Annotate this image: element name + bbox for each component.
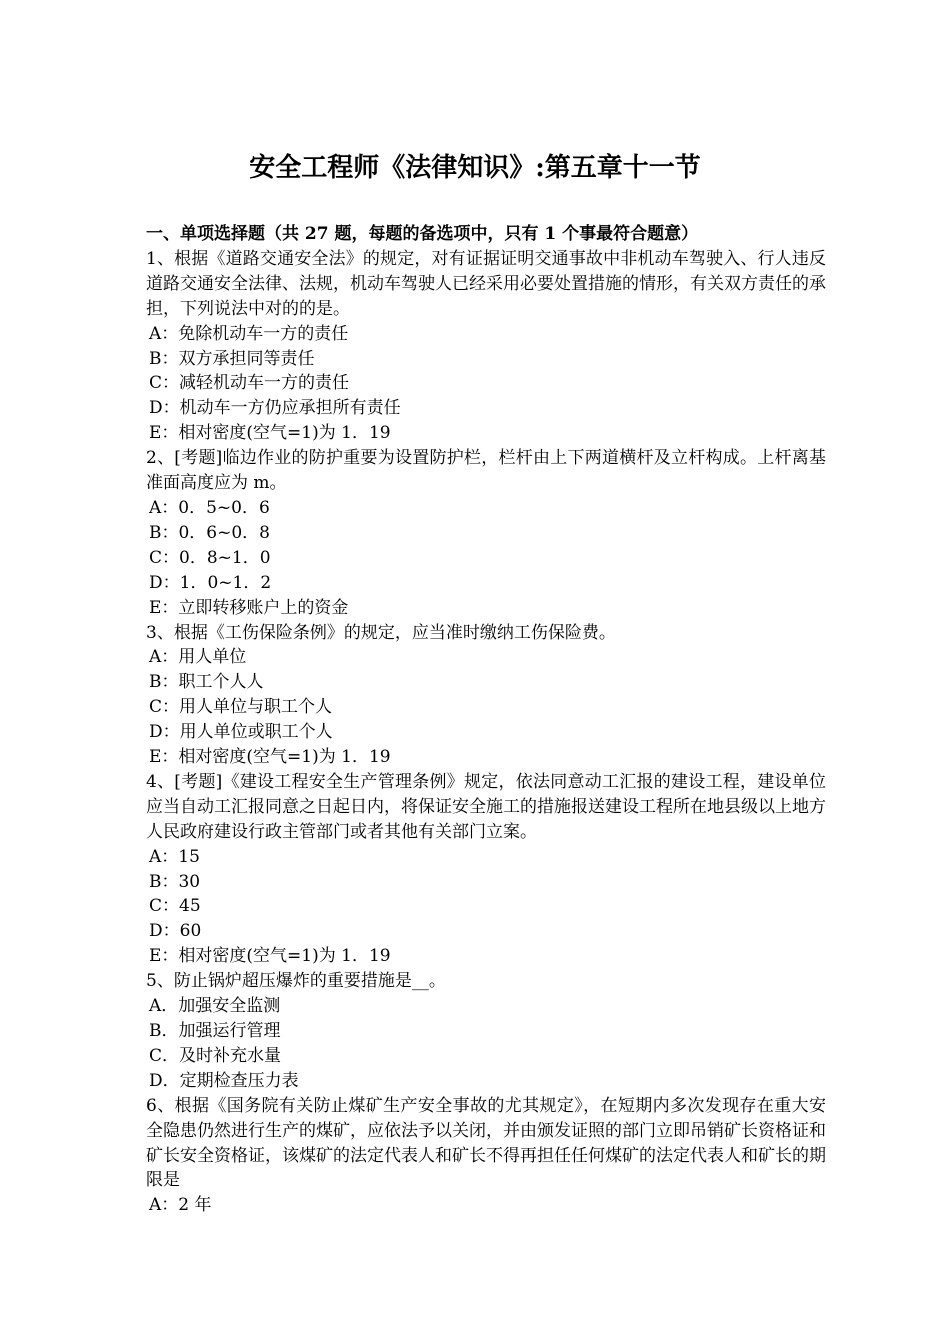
option-c: C：用人单位与职工个人 xyxy=(149,697,333,718)
question-2 xyxy=(146,446,826,620)
option-a: A：2 年 xyxy=(149,1195,212,1216)
option-c: C．及时补充水量 xyxy=(149,1045,282,1066)
option-b: B．加强运行管理 xyxy=(149,1021,281,1041)
option-e: E：相对密度(空气=1)为 1．19 xyxy=(149,946,391,967)
option-e: E：立即转移账户上的资金 xyxy=(149,597,349,618)
option-b: B：职工个人人 xyxy=(149,672,264,693)
option-d: D：1．0~1．2 xyxy=(149,572,272,593)
question-text: 1、根据《道路交通安全法》的规定，对有证据证明交通事故中非机动车驾驶入、行人违反道路交通安全法律、法规，机动车驾驶人已经采用必要处置措施的情形，有关双方责任的承担，下列说法中对的的是。 xyxy=(146,248,826,319)
option-b: B：0．6~0．8 xyxy=(149,522,271,543)
option-c: C：0．8~1．0 xyxy=(149,547,271,568)
option-a: A：用人单位 xyxy=(149,647,247,668)
option-b: B：双方承担同等责任 xyxy=(149,348,315,369)
question-1 xyxy=(146,247,826,446)
option-e: E：相对密度(空气=1)为 1．19 xyxy=(149,747,391,768)
question-5 xyxy=(146,969,826,1094)
question-text: 4、[考题]《建设工程安全生产管理条例》规定，依法同意动工汇报的建设工程，建设单位应当自动工汇报同意之日起日内，将保证安全施工的措施报送建设工程所在地县级以上地方人民政府建设行政主管部门或者其他有关部门立案。 xyxy=(146,771,826,842)
option-d: D：用人单位或职工个人 xyxy=(149,722,333,743)
option-b: B：30 xyxy=(149,871,201,892)
question-6 xyxy=(146,1094,826,1219)
section-heading: 一、单项选择题（共 27 题，每题的备选项中，只有 1 个事最符合题意） xyxy=(146,224,699,244)
option-a: A．加强安全监测 xyxy=(149,996,281,1017)
document-body xyxy=(146,222,826,1218)
question-text: 3、根据《工伤保险条例》的规定，应当准时缴纳工伤保险费。 xyxy=(146,622,616,643)
option-c: C：减轻机动车一方的责任 xyxy=(149,373,350,394)
question-text: 2、[考题]临边作业的防护重要为设置防护栏，栏杆由上下两道横杆及立杆构成。上杆离基准面高度应为 m。 xyxy=(146,448,826,494)
question-text: 5、防止锅炉超压爆炸的重要措施是__。 xyxy=(146,971,446,992)
option-c: C：45 xyxy=(149,896,201,917)
option-a: A：0．5~0．6 xyxy=(149,497,270,518)
question-text: 6、根据《国务院有关防止煤矿生产安全事故的尤其规定》，在短期内多次发现存在重大安全隐患仍然进行生产的煤矿，应依法予以关闭，并由颁发证照的部门立即吊销矿长资格证和矿长安全资格证，该煤矿的法定代表人和矿长不得再担任任何煤矿的法定代表人和矿长的期限是 xyxy=(146,1095,826,1191)
option-e: E：相对密度(空气=1)为 1．19 xyxy=(149,423,391,444)
document-title: 安全工程师《法律知识》:第五章十一节 xyxy=(249,153,701,183)
option-d: D：机动车一方仍应承担所有责任 xyxy=(149,398,401,419)
option-a: A：免除机动车一方的责任 xyxy=(149,323,349,344)
question-3 xyxy=(146,621,826,770)
question-4 xyxy=(146,770,826,969)
option-d: D．定期检查压力表 xyxy=(149,1070,299,1091)
option-d: D：60 xyxy=(149,921,202,942)
option-a: A：15 xyxy=(149,846,200,867)
